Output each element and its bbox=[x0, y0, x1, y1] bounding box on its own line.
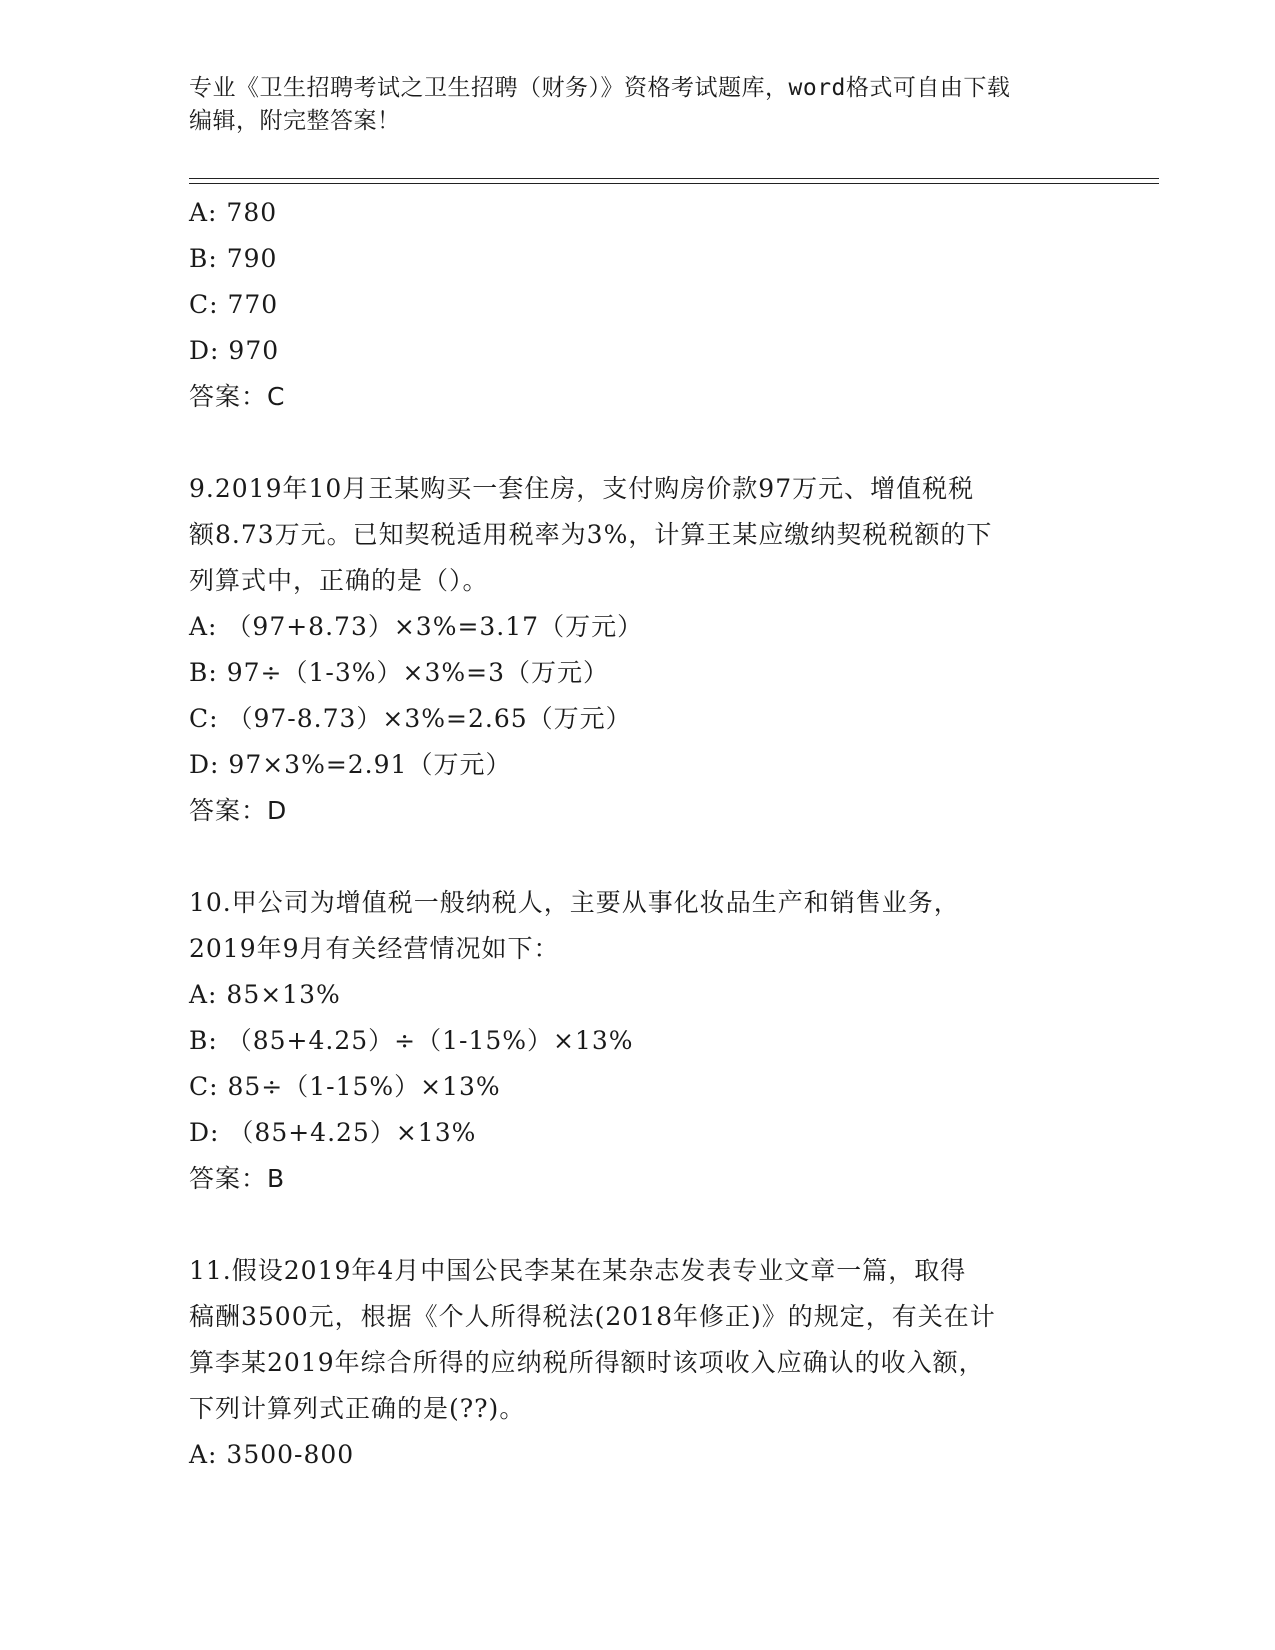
option-b: B: 97÷（1-3%）×3%=3（万元） bbox=[189, 658, 609, 687]
question-stem-line: 额8.73万元。已知契税适用税率为3%，计算王某应缴纳契税税额的下 bbox=[189, 520, 993, 549]
question-stem-line: 11.假设2019年4月中国公民李某在某杂志发表专业文章一篇，取得 bbox=[189, 1256, 967, 1285]
header-line-1: 专业《卫生招聘考试之卫生招聘（财务）》资格考试题库，word格式可自由下载 bbox=[189, 75, 1011, 101]
question-11 bbox=[189, 1248, 1089, 1478]
answer-line: 答案：D bbox=[189, 796, 288, 825]
question-9 bbox=[189, 466, 1089, 834]
question-10 bbox=[189, 880, 1089, 1202]
option-c: C: 85÷（1-15%）×13% bbox=[189, 1072, 501, 1101]
question-stem-line: 9.2019年10月王某购买一套住房，支付购房价款97万元、增值税税 bbox=[189, 474, 975, 503]
spacer bbox=[189, 834, 1089, 880]
question-stem-line: 列算式中，正确的是（）。 bbox=[189, 566, 489, 595]
option-d: D: 970 bbox=[189, 336, 280, 365]
answer-line: 答案：B bbox=[189, 1164, 286, 1193]
option-c: C: （97-8.73）×3%=2.65（万元） bbox=[189, 704, 632, 733]
option-a: A: 85×13% bbox=[189, 980, 341, 1009]
header-line-2: 编辑，附完整答案！ bbox=[189, 108, 401, 134]
answer-line: 答案：C bbox=[189, 382, 286, 411]
option-d: D: （85+4.25）×13% bbox=[189, 1118, 477, 1147]
option-b: B: （85+4.25）÷（1-15%）×13% bbox=[189, 1026, 634, 1055]
option-d: D: 97×3%=2.91（万元） bbox=[189, 750, 512, 779]
header-divider-top bbox=[189, 178, 1159, 179]
question-list bbox=[189, 190, 1089, 1478]
option-a: A: 3500-800 bbox=[189, 1440, 355, 1469]
spacer bbox=[189, 420, 1089, 466]
spacer bbox=[189, 1202, 1089, 1248]
question-stem-line: 下列计算列式正确的是(??)。 bbox=[189, 1394, 526, 1423]
question-8 bbox=[189, 190, 1089, 420]
header-divider-bottom bbox=[189, 183, 1159, 184]
option-b: B: 790 bbox=[189, 244, 278, 273]
document-header bbox=[189, 72, 1089, 138]
option-c: C: 770 bbox=[189, 290, 279, 319]
option-a: A: （97+8.73）×3%=3.17（万元） bbox=[189, 612, 644, 641]
question-stem-line: 稿酬3500元，根据《个人所得税法(2018年修正)》的规定，有关在计 bbox=[189, 1302, 996, 1331]
option-a: A: 780 bbox=[189, 198, 278, 227]
question-stem-line: 10.甲公司为增值税一般纳税人，主要从事化妆品生产和销售业务， bbox=[189, 888, 960, 917]
question-stem-line: 2019年9月有关经营情况如下： bbox=[189, 934, 560, 963]
question-stem-line: 算李某2019年综合所得的应纳税所得额时该项收入应确认的收入额， bbox=[189, 1348, 985, 1377]
